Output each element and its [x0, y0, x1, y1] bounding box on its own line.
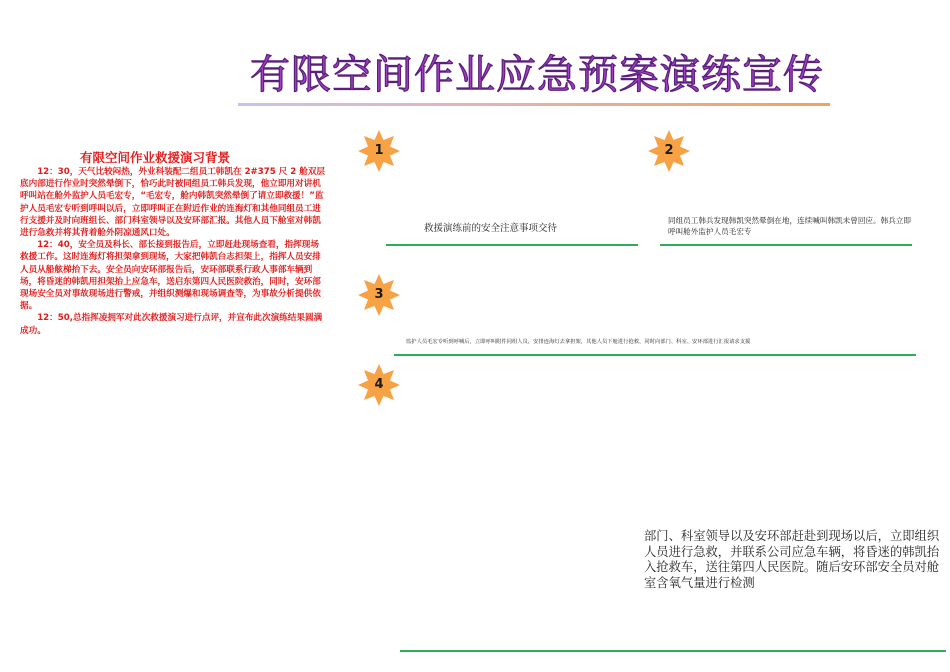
step-3-number: 3 [374, 287, 384, 302]
step-1-badge [358, 130, 400, 172]
step-4-number: 4 [374, 377, 384, 392]
page-title: 有限空间作业应急预案演练宣传 [250, 52, 824, 98]
step-3-text: 监护人员毛宏专听到呼喊后，立即呼叫附件同组人员，安排连海灯去拿担架，其他人员下舱进行抢救，同时向部门、科室、安环部进行汇报请求支援 [406, 339, 751, 345]
step-2-text: 同组员工韩兵发现韩凯突然晕倒在地，连续喊叫韩凯未曾回应。韩兵立即呼叫舱外监护人员毛宏专 [668, 216, 911, 236]
step-1-divider [386, 244, 638, 246]
background-heading: 有限空间作业救援演习背景 [79, 150, 230, 165]
step-2-badge [648, 130, 690, 172]
title-underline [238, 103, 830, 106]
background-paragraph-3: 12：50,总指挥凌拥军对此次救援演习进行点评，并宣布此次演练结果圆满成功。 [20, 313, 323, 336]
background-paragraph-1: 12：30，天气比较闷热，外业科装配二组员工韩凯在 2#375 尺 2 舱双层底内部进行作业时突然晕倒下，恰巧此时被同组员工韩兵发现，他立即用对讲机呼叫站在舱外监护人员毛宏专，“毛宏专，舱内韩凯突然晕倒了请立即救援！”监护人员毛宏专听到呼叫以后，立即呼叫正在附近作业的连海灯和其他同组员工进行支援并及时向班组长、部门科室领导以及安环部汇报。其他人员下舱室对韩凯进行急救并将其背着舱外阴凉通风口处。 [20, 167, 326, 239]
step-1-number: 1 [374, 143, 384, 158]
step-2-divider [660, 244, 912, 246]
background-body [20, 166, 326, 337]
step-4-text: 部门、科室领导以及安环部赶赴到现场以后，立即组织人员进行急救，并联系公司应急车辆，将昏迷的韩凯抬入抢救车，送往第四人民医院。随后安环部安全员对舱室含氧气量进行检测 [644, 529, 940, 590]
step-3-badge [358, 274, 400, 316]
step-1-text: 救援演练前的安全注意事项交待 [424, 223, 558, 234]
step-4-badge [358, 364, 400, 406]
step-2-number: 2 [664, 143, 674, 158]
step-3-divider [394, 354, 916, 356]
step-4-divider [400, 650, 946, 652]
background-paragraph-2: 12：40，安全员及科长、部长接到报告后，立即赶赴现场查看，指挥现场救援工作。这时连海灯将担架拿到现场，大家把韩凯台志担架上，指挥人员安排人员从船舷梯抬下去。安全员向安环部报告后，安环部联系行政人事部车辆到场，将昏迷的韩凯用担架抬上应急车，送启东第四人民医院救治，同时，安环部现场安全员对事故现场进行警戒，并组织测爆和现场调查等，为事故分析提供依据。 [20, 240, 321, 312]
